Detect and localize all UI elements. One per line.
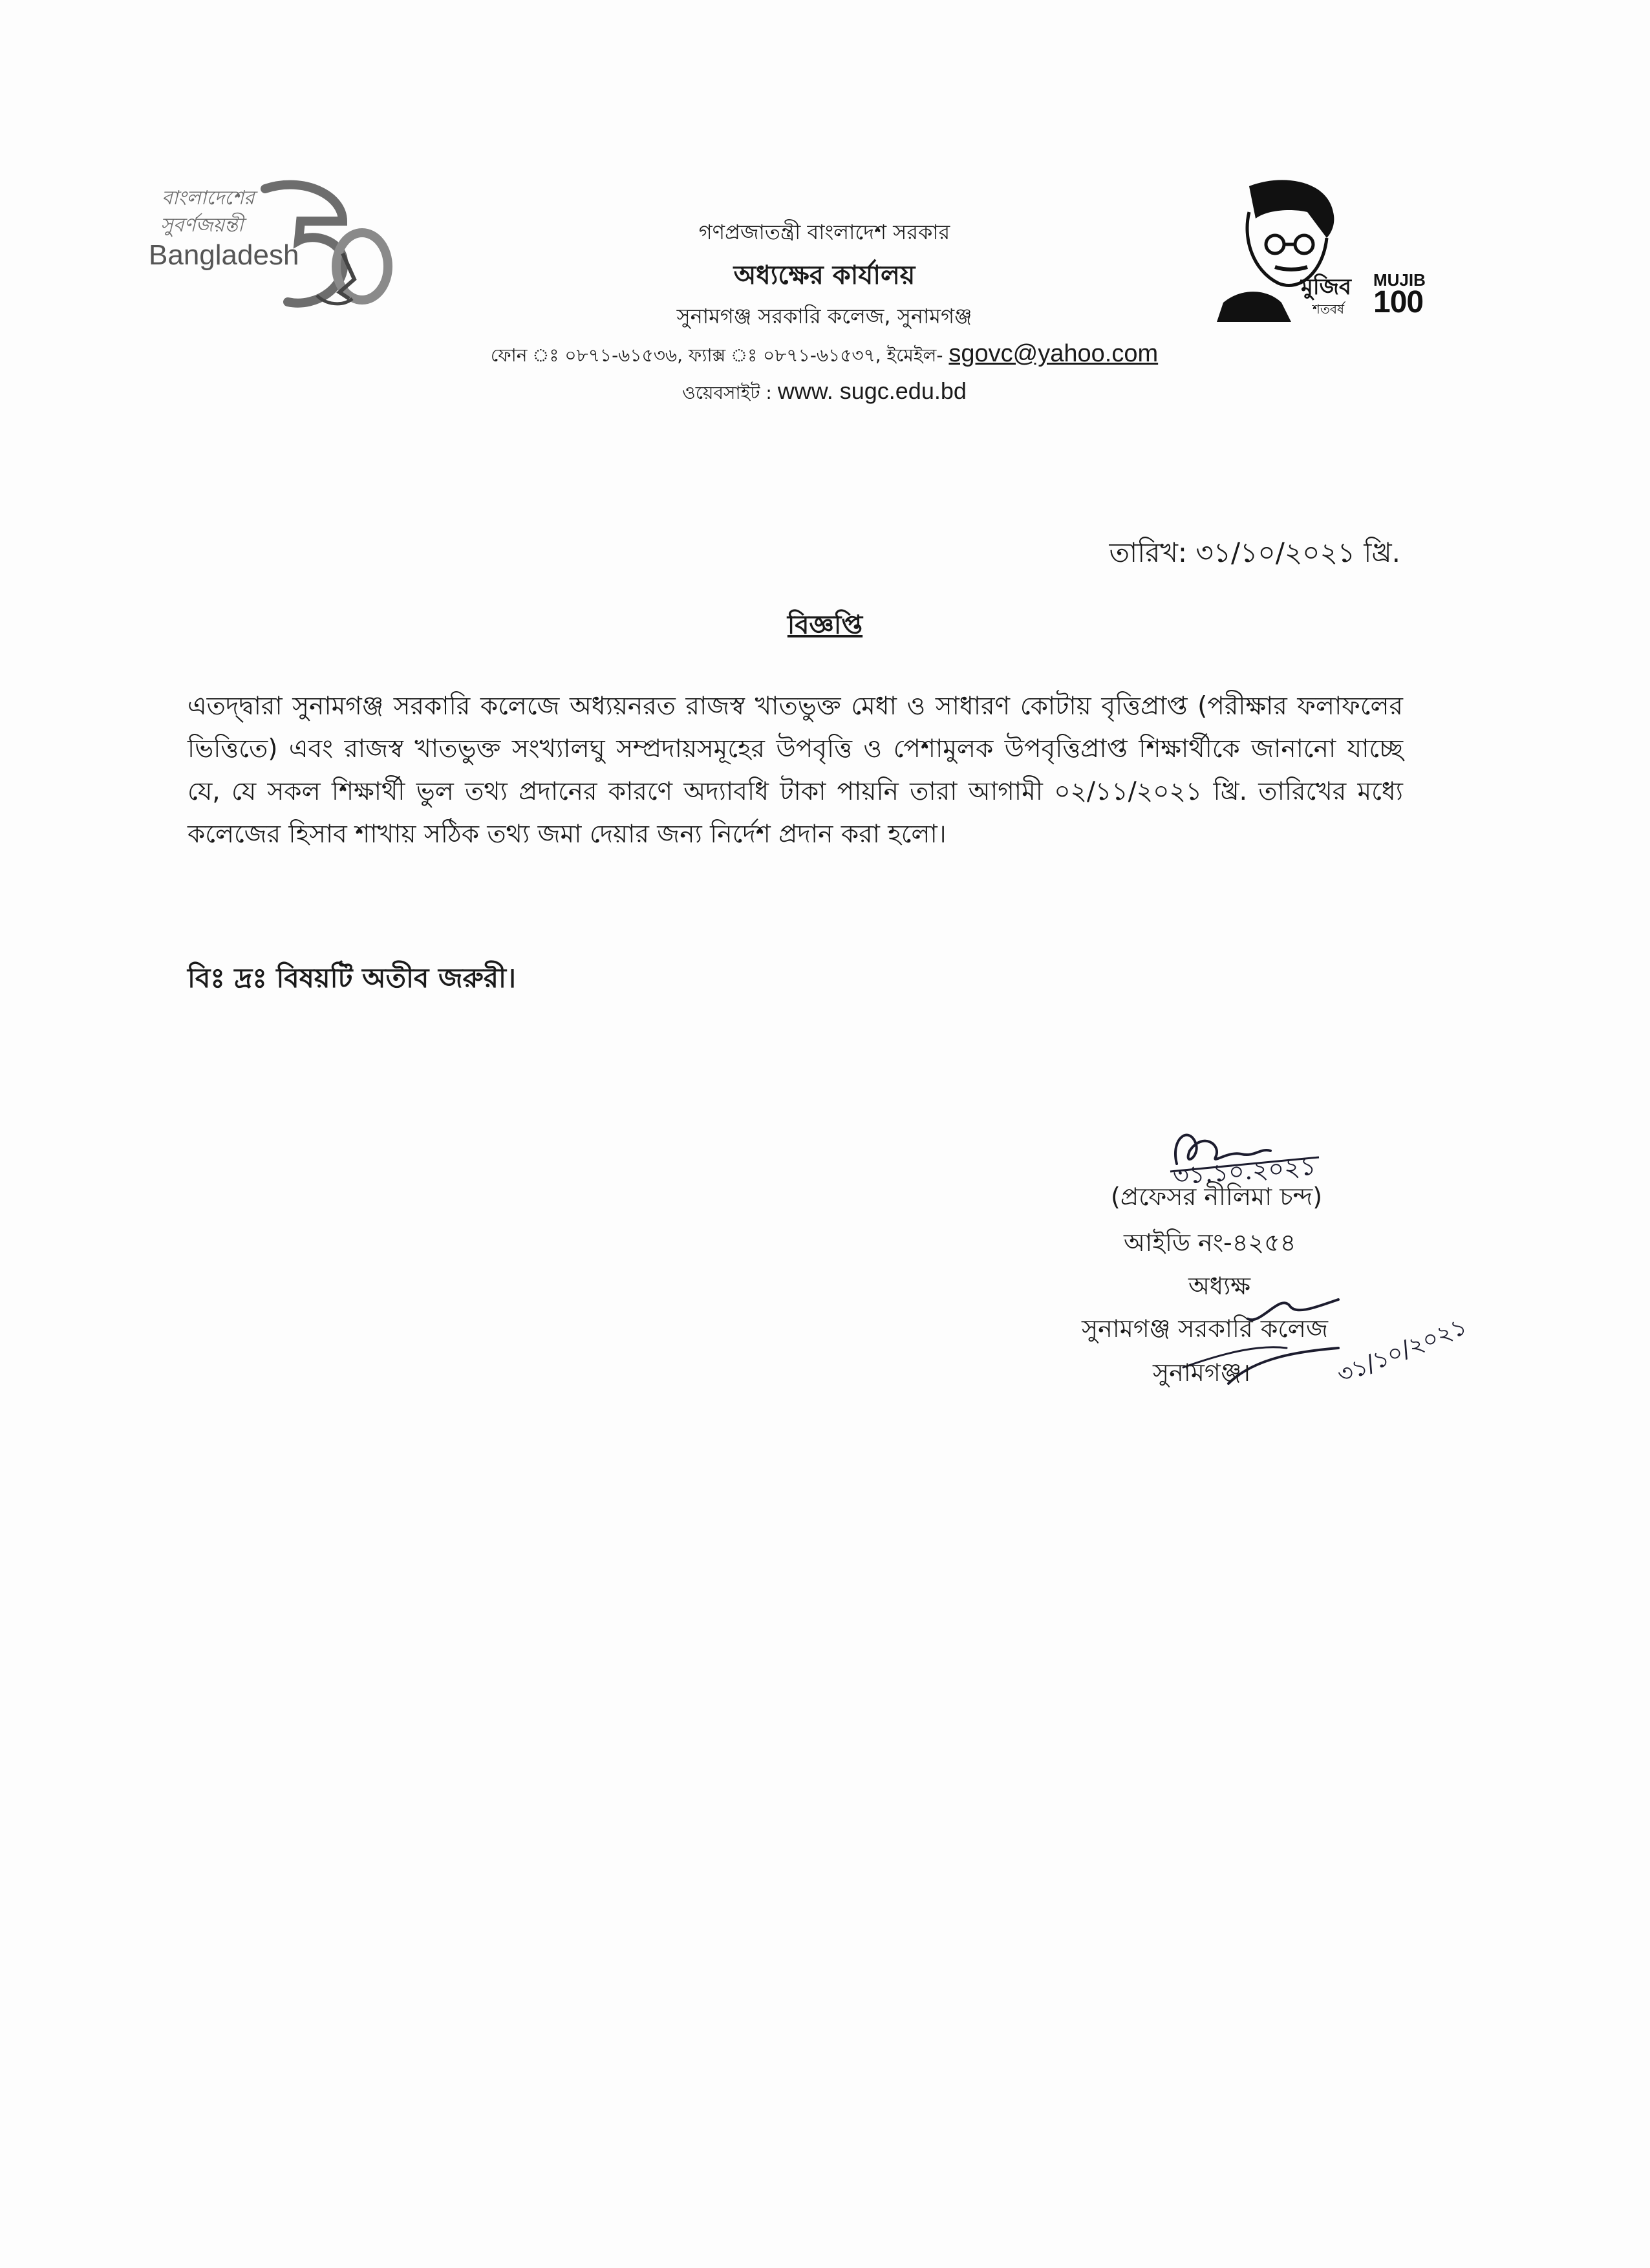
signatory-name: (প্রফেসর নীলিমা চন্দ) <box>1111 1182 1323 1211</box>
mujib-en-word: MUJIB <box>1373 270 1426 290</box>
notice-date: তারিখ: ৩১/১০/২০২১ খ্রি. <box>1109 537 1400 568</box>
urgent-note: বিঃ দ্রঃ বিষয়টি অতীব জরুরী। <box>188 962 516 994</box>
signatory-town: সুনামগঞ্জ। <box>1153 1358 1250 1387</box>
phone-fax-text: ফোন ঃ ০৮৭১-৬১৫৩৬, ফ্যাক্স ঃ ০৮৭১-৬১৫৩৭, ইমেইল- <box>490 345 949 366</box>
mujib-bn-word: মুজিব <box>1301 274 1351 300</box>
government-name: গণপ্রজাতন্ত্রী বাংলাদেশ সরকার <box>698 220 950 244</box>
signature-date-1: ৩১.১০.২০২১ <box>1172 1151 1317 1190</box>
jubilee-bn-line1: বাংলাদেশের <box>162 187 255 209</box>
office-title: অধ্যক্ষের কার্যালয় <box>733 261 916 290</box>
signatory-college: সুনামগঞ্জ সরকারি কলেজ <box>1082 1314 1328 1343</box>
college-address: সুনামগঞ্জ সরকারি কলেজ, সুনামগঞ্জ <box>676 304 972 328</box>
email-link[interactable]: sgovc@yahoo.com <box>948 340 1159 367</box>
mujib-bn-sub: শতবর্ষ <box>1312 301 1344 317</box>
website-line <box>362 378 1287 409</box>
website-label: ওয়েবসাইট : <box>682 382 778 403</box>
website-link[interactable]: www. sugc.edu.bd <box>777 378 967 404</box>
jubilee-bn-line2: সুবর্ণজয়ন্তী <box>160 214 244 237</box>
contact-line <box>362 340 1287 372</box>
notice-title-wrap <box>0 604 1650 648</box>
mujib-number: 100 <box>1373 285 1424 319</box>
jubilee-country: Bangladesh <box>149 239 299 271</box>
signature-date-2: ৩১/১০/২০২১ <box>1334 1313 1471 1389</box>
signatory-id: আইডি নং-৪২৫৪ <box>1124 1228 1296 1257</box>
notice-title: বিজ্ঞপ্তি <box>787 610 863 640</box>
signatory-designation: অধ্যক্ষ <box>1188 1272 1251 1300</box>
notice-body: এতদ্দ্বারা সুনামগঞ্জ সরকারি কলেজে অধ্যয়নরত রাজস্ব খাতভুক্ত মেধা ও সাধারণ কোটায় বৃত্তিপ্রাপ্ত (পরীক্ষার ফলাফলের ভিত্তিতে) এবং রাজস্ব খাতভুক্ত সংখ্যালঘু সম্প্রদায়সমূহের উপবৃত্তি ও পেশামুলক উপবৃত্তিপ্রাপ্ত শিক্ষার্থীকে জানানো যাচ্ছে যে, যে সকল শিক্ষার্থী ভুল তথ্য প্রদানের কারণে অদ্যাবধি টাকা পায়নি তারা আগামী ০২/১১/২০২১ খ্রি. তারিখের মধ্যে কলেজের হিসাব শাখায় সঠিক তথ্য জমা দেয়ার জন্য নির্দেশ প্রদান করা হলো। <box>188 692 1403 849</box>
